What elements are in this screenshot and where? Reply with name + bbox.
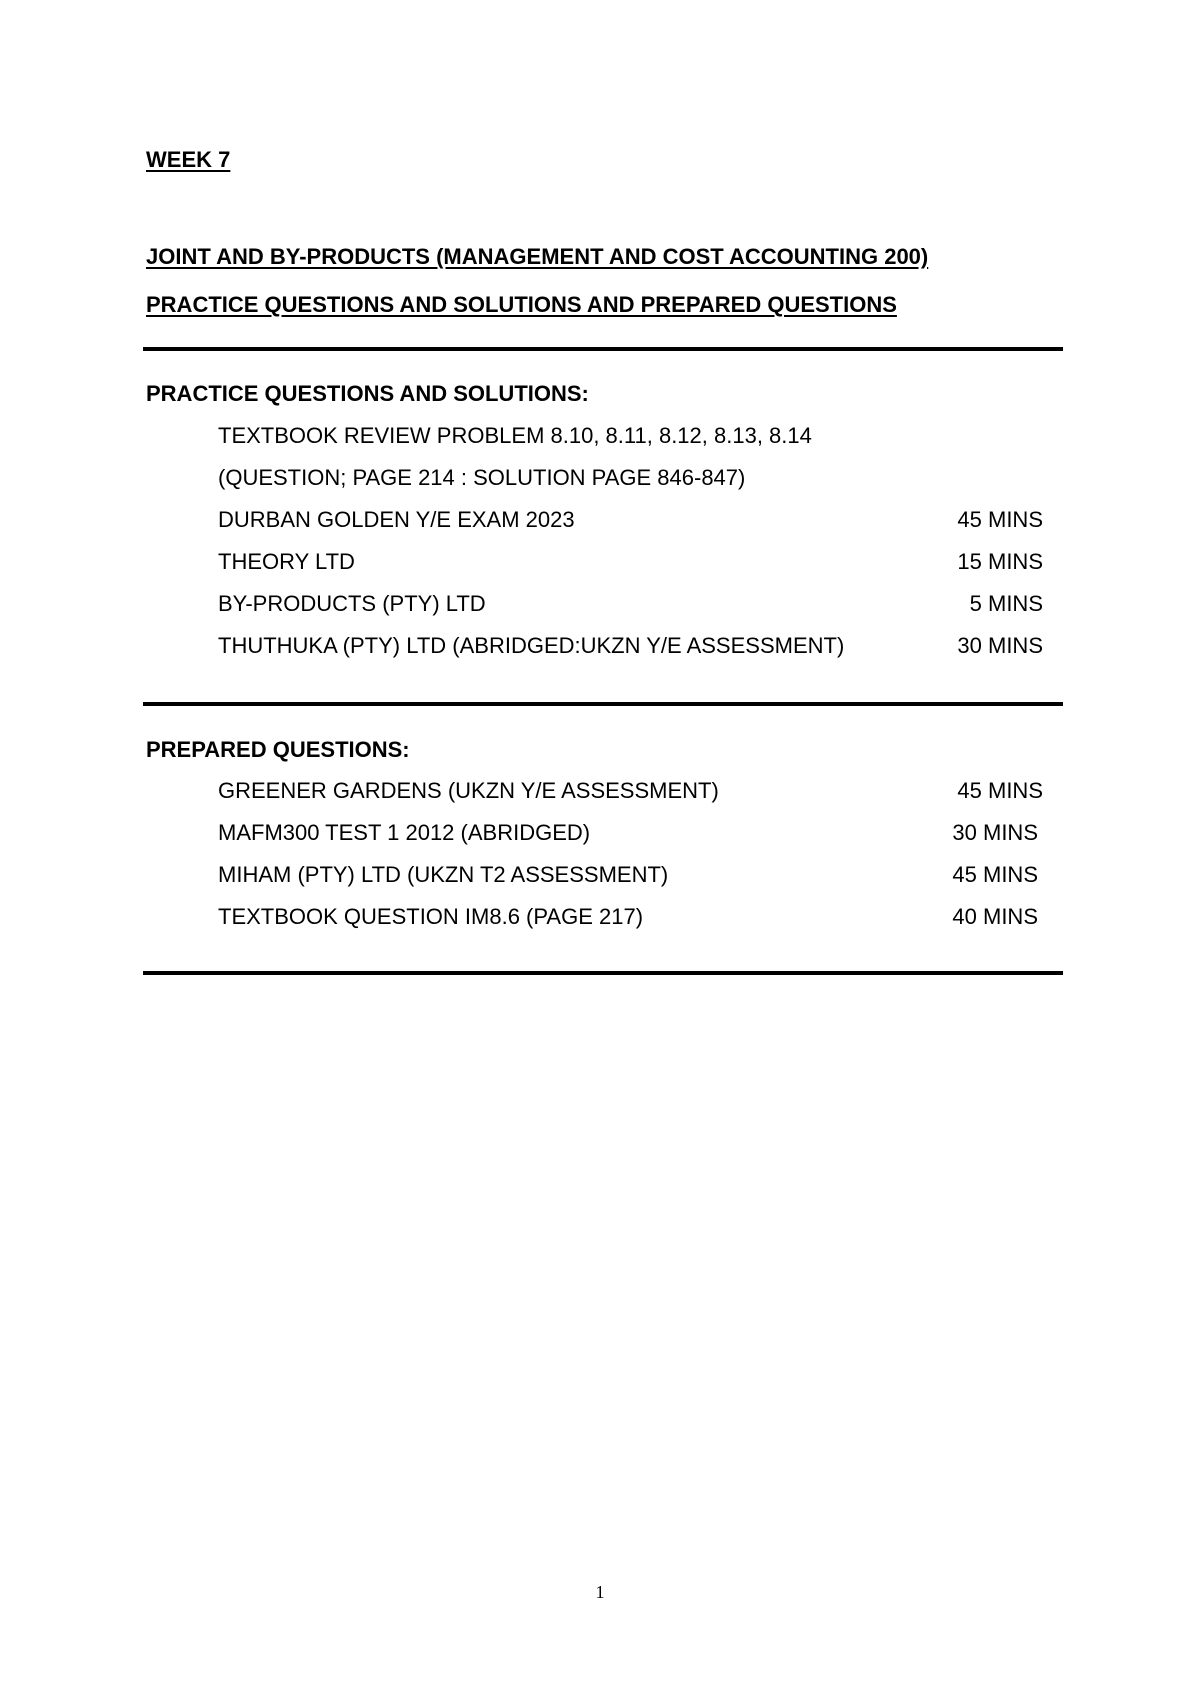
practice-item-time: 5 MINS xyxy=(969,591,1043,616)
practice-item-time: 45 MINS xyxy=(957,507,1043,532)
prepared-item-time: 45 MINS xyxy=(952,862,1038,887)
practice-item-label: THUTHUKA (PTY) LTD (ABRIDGED:UKZN Y/E ASSESSMENT) xyxy=(218,633,845,658)
practice-item-label: DURBAN GOLDEN Y/E EXAM 2023 xyxy=(218,507,575,532)
prepared-item-label: GREENER GARDENS (UKZN Y/E ASSESSMENT) xyxy=(218,778,719,803)
prepared-item-label: MAFM300 TEST 1 2012 (ABRIDGED) xyxy=(218,820,591,845)
practice-item-label: BY-PRODUCTS (PTY) LTD xyxy=(218,591,486,616)
section-divider-middle xyxy=(143,702,1063,706)
practice-textbook-line2: (QUESTION; PAGE 214 : SOLUTION PAGE 846-847) xyxy=(218,465,746,490)
page-number: 1 xyxy=(595,1582,605,1602)
document-title-line1: JOINT AND BY-PRODUCTS (MANAGEMENT AND COST ACCOUNTING 200) xyxy=(146,244,929,269)
practice-section-heading: PRACTICE QUESTIONS AND SOLUTIONS: xyxy=(146,381,589,406)
practice-item-time: 15 MINS xyxy=(957,549,1043,574)
prepared-item-time: 40 MINS xyxy=(952,904,1038,929)
prepared-item-time: 45 MINS xyxy=(957,778,1043,803)
prepared-item-label: TEXTBOOK QUESTION IM8.6 (PAGE 217) xyxy=(218,904,644,929)
section-divider-top xyxy=(143,347,1063,351)
document-title-line2: PRACTICE QUESTIONS AND SOLUTIONS AND PREPARED QUESTIONS xyxy=(146,292,897,317)
prepared-item-label: MIHAM (PTY) LTD (UKZN T2 ASSESSMENT) xyxy=(218,862,669,887)
week-heading: WEEK 7 xyxy=(146,147,231,172)
practice-textbook-line1: TEXTBOOK REVIEW PROBLEM 8.10, 8.11, 8.12, 8.13, 8.14 xyxy=(218,423,812,448)
practice-item-time: 30 MINS xyxy=(957,633,1043,658)
prepared-section-heading: PREPARED QUESTIONS: xyxy=(146,737,410,762)
section-divider-bottom xyxy=(143,971,1063,975)
practice-item-label: THEORY LTD xyxy=(218,549,355,574)
prepared-item-time: 30 MINS xyxy=(952,820,1038,845)
